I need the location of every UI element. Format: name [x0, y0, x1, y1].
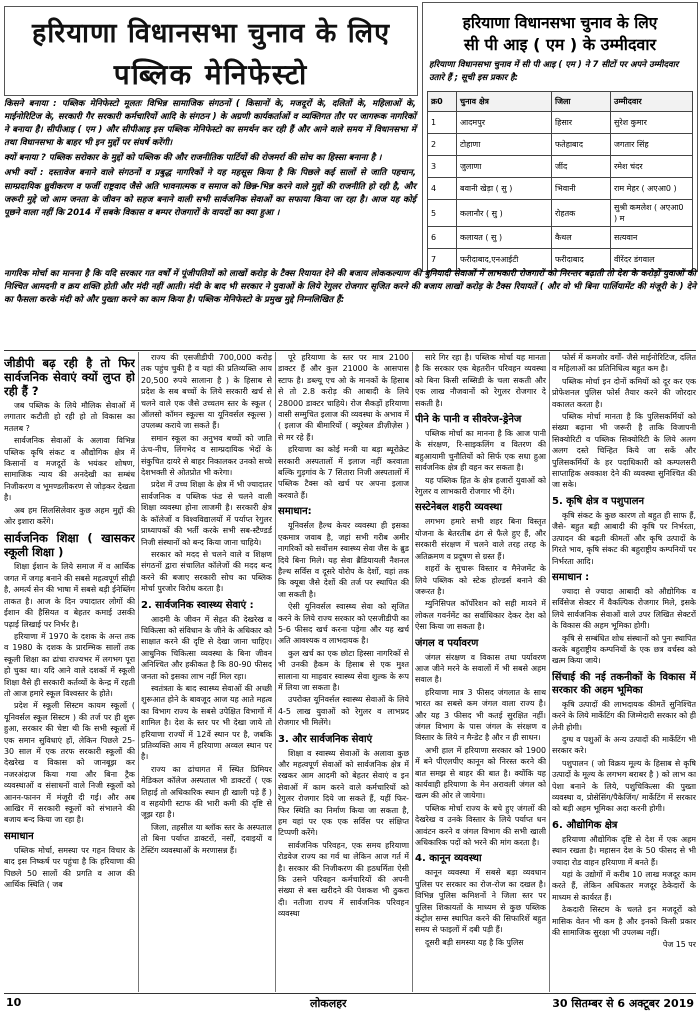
cell-district: हिसार	[552, 112, 611, 134]
paragraph: कुल खर्च का एक छोटा हिस्सा नागरिकों से भी उनकी हैकम के हिसाब से एक मुश्त सालाना या माहवार स्वास्थ्य सेवा शुल्क के रूप में लिया जा सकता है।	[278, 648, 409, 692]
header-constituency: चुनाव क्षेत्र	[457, 92, 552, 112]
paragraph: जंगल संरक्षण व विकास तथा पर्यावरण आज जीने मरने के सवालों में भी सबसे अहम सवाल है।	[415, 652, 546, 685]
intro-who-made: किसने बनाया : पब्लिक मेनिफेस्टो मूलतः विभिन्न सामाजिक संगठनों ( किसानों के, मजदूरों के, दलितों के, महिलाओं के, माईनोरिटिज के, सरकारी गैर सरकारी कर्मचारियों आदि के संगठन ) के अग्रणी कार्यकर्ताओं व व्यक्तिगत तौर पर जागरूक नागरिकों ने बनाया है। सीपीआइ ( एम ) और सीपीआइ इस पब्लिक मेनिफेस्टो का समर्थन कर रही हैं और आने वाले समय में विधानसभा में तथा विधानसभा के बाहर भी इन मुद्दों पर संघर्ष करेंगी।	[4, 99, 416, 149]
paragraph: पब्लिक मोर्चा इन दोनों कमियों को दूर कर एक प्रोफेशनल पुलिस फोर्स तैयार करने की जोरदार वकालत करता है।	[552, 376, 696, 409]
cell-serial: 4	[428, 178, 457, 200]
paragraph: उपरोक्त यूनिवर्सल स्वास्थ्य सेवाओं के लिये 4-5 लाख युवाओं को रेगुलर व लाभप्रद रोजगार भी मिलेंगे।	[278, 695, 409, 728]
cell-constituency: बवानी खेड़ा ( सु )	[457, 178, 552, 200]
paragraph: राज्य का ढांचागत में स्थित प्रिमियर मेडिकल कॉलेज अस्पताल भी डाक्टरों ( एक तिहाई तो अधिकारिक स्थान ही खाली पड़े हैं ) व सहयोगी स्टाफ की भारी कमी की दृष्टि से जूझ रहा है।	[141, 764, 272, 820]
intro-summary-paragraph: नागरिक मोर्चा का मानना है कि यदि सरकार गत वर्षों में पूंजीपतियों को लाखों करोड़ के टैक्स रियायत देने की बजाय लोककल्याण की बुनियादी सेवाओं में लाभकारी रोजगारों को निरन्तर बढ़ाती तो देश के करोड़ों युवाओं की निश्चित आमदनी व क्रय शक्ति होती और मंदी नहीं आती। मंदी के बाद भी सरकार ने युवाओं के लिये रेगुलर रोजगार सृजित करने की बजाय लाखों करोड़ के टैक्स रियायतें ( और वो भी बिना पार्लियामेंट की मंजूरी के ) देने का फैसला करके मंदी को और पुख्ता करने का काम किया है। पब्लिक मेनिफेस्टो के प्रमुख मुद्दे निम्नलिखित हैं:	[4, 269, 696, 306]
paragraph: यूनिवर्सल हैल्थ केयर व्यवस्था ही इसका एकमात्र जवाब है, जहां सभी गरीब अमीर नागरिकों को सर्वोत्तम स्वास्थ्य सेवा जैस के ब्रुड दिये बिना मिले। यह सेवा ब्रैडियायली नैशनल हैल्थ सर्विस व दूसरे योरोप के देशों, यहां तक कि क्यूबा जैसे देशों की तर्ज पर स्थापित की जा सकती है।	[278, 521, 409, 599]
paragraph: जिला, तहसील या ब्लॉक स्तर के अस्पताल तो बिना पर्याप्त डाक्टरों, नर्सों, दवाइयों व टेस्टिंग व्यवस्थाओं के मरणासन्न हैं।	[141, 822, 272, 855]
candidates-title-line-1: हरियाणा विधानसभा चुनाव के लिए	[462, 14, 658, 32]
intro-text	[4, 98, 416, 222]
cell-constituency: जुलाणा	[457, 156, 552, 178]
paragraph: म्युनिसिपल कॉर्पोरेशन को सही मायने में लोकल गवर्नमेंट का सर्वाधिकार देकर देश को ऐसा किया जा सकता है।	[415, 599, 546, 632]
paragraph: हरियाणा में 1970 के दशक के अन्त तक व 1980 के दशक के प्रारम्भिक सालों तक स्कूली शिक्षा का ढांचा राज्यभर में लगभग पूरा हो चुका था। यदि आने वाले दशकों में स्कूली शिक्षा वैसे ही सरकारी कर्तव्यों के केन्द्र में रहती तो आज हमारे स्कूल विश्वस्तर के होते।	[4, 631, 135, 698]
cell-constituency: आदमपुर	[457, 112, 552, 134]
cell-serial: 1	[428, 112, 457, 134]
paragraph: समान स्कूल का अनुभव बच्चों को जाति ऊंच-नीच, लिंगभेद व साम्प्रदायिक भेदों के संकुचित दायरे से बाहर निकालकर उनको सच्चे देशभक्ती से ओतप्रोत भी करेगा।	[141, 433, 272, 478]
candidates-header-row	[428, 92, 693, 112]
candidates-table	[427, 91, 693, 271]
paragraph: सारे गिर रहा है। पब्लिक मोर्चा यह मानता है कि सरकार एक बेहतरीन परिवहन व्यवस्था को बिना किसी सब्सिडी के चला सकती और एक लाख नौजवानों को रेगुलर रोजगार दे सकती है।	[415, 353, 546, 408]
candidates-box	[422, 2, 698, 272]
cell-serial: 6	[428, 227, 457, 249]
table-row	[428, 227, 693, 249]
article-column-4	[415, 352, 546, 992]
continued-note: पेज 15 पर	[662, 940, 696, 950]
section-heading: समाधान:	[278, 506, 312, 518]
paragraph: प्रदेश में उच्च शिक्षा के क्षेत्र में भी ज्यादातर सार्वजनिक व पब्लिक फंड से चलने वाली शिक्षा व्यवस्था होना लाजमी है। सरकारी क्षेत्र के कॉलेजों व विश्वविद्यालयों में पर्याप्त रेगुलर प्राध्यापकों की भर्ती करके सभी सब-स्टैण्डर्ड निजी संस्थानों को बन्द किया जाना चाहिये।	[141, 480, 272, 547]
cell-candidate: सत्यवान	[611, 227, 693, 249]
paragraph: ज्यादा से ज्यादा आबादी को औद्योगिक व सर्विसेज सेक्टर में वैकल्पिक रोजगार मिले, इसके लिये सार्वजनिक सेवाओं वाले उपर लिखित सेक्टरों के विकास की अहम भूमिका होगी।	[552, 586, 696, 631]
paragraph: हरियाणा मात्र 3 फीसद जंगलात के साथ भारत का सबसे कम जंगल वाला राज्य है। और यह 3 फीसद भी कतई सुरक्षित नहीं। जंगल विभाग के पास जंगल के संरक्षण व विस्तार के लिये न मैन्डेट है और न ही साधन।	[415, 687, 546, 743]
candidates-note: हरियाणा विधानसभा चुनाव में सी पी आइ ( एम ) ने 7 सीटों पर अपने उम्मीदवार उतारे हैं ; सूची इस प्रकार है:	[429, 60, 679, 83]
table-row	[428, 134, 693, 156]
table-row	[428, 156, 693, 178]
table-row	[428, 178, 693, 200]
paragraph: राज्य की एसजीडीपी 700,000 करोड़ तक पहुंच चुकी है व यहां की प्रतिव्यक्ति आय 20,500 रुपये सालाना है ) के हिसाब से प्रदेश के सब बच्चों के लिये सरकारी खर्च से चलने वाले एक जैसे उच्चतम स्तर के स्कूल ( ऑलसो कॉमन स्कूल्स या यूनिवर्सल स्कूल्स ) उपलब्ध कराये जा सकते हैं।	[141, 353, 272, 431]
paragraph: शिक्षा व स्वास्थ्य सेवाओं के अलावा कुछ और महत्वपूर्ण सेवाओं को सार्वजनिक क्षेत्र में रखकर आम आदमी को बेहतर सेवाएं व इन सेवाओं में काम करने वाले कर्मचारियों को रेगुलर रोजगार दिये जा सकते हैं, यहीं फिर-फिर स्थिति का निर्माण किया जा सकता है, हम यहां पर एक एक सर्विस पर संक्षिप्त टिप्पणी करेंगे।	[278, 748, 409, 838]
issue-date: 30 सितम्बर से 6 अक्टूबर 2019	[552, 997, 694, 1010]
paragraph: सार्वजनिक सेवाओं के अलावा विभिन्न पब्लिक कृषि संकट व औद्योगिक क्षेत्र में किसानों व मजदूरों के भयंकर शोषण, सामाजिक न्याय की अनदेखी का सम्बंध निजीकरण व भूमण्डलीकरण से जोड़कर देखता है।	[4, 436, 135, 503]
cell-serial: 7	[428, 249, 457, 271]
cell-district: फतेहाबाद	[552, 134, 611, 156]
paragraph: हरियाणा औद्योगिक दृष्टि से देश में एक अहम स्थान रखता है। महासन देश के 50 फीसद से भी ज्यादा रोड वाहन हरियाणा में बनते हैं।	[552, 834, 696, 867]
section-heading: 4. कानून व्यवस्था	[415, 853, 482, 865]
section-divider	[4, 350, 696, 351]
paragraph: अभी हाल में हरियाणा सरकार को 1900 में बने पीएलपीए कानून को निरस्त करने की बात समझ से बाहर की बात है। क्योंकि यह कार्यवाही हरियाणा के मेन अरावली जंगल को खत्म की ओर ले जायेगा।	[415, 745, 546, 801]
paragraph: पब्लिक मोर्चा राज्य के बचे हुए जंगलों की देखरेख व उनके विस्तार के लिये पर्याप्त धन आवंटन करने व जंगल विभाग की सभी खाली अधिकारिक पदों को भरने की मांग करता है।	[415, 803, 546, 848]
cell-constituency: टोहाणा	[457, 134, 552, 156]
cell-constituency: कलायत ( सु )	[457, 227, 552, 249]
cell-candidate: राम मेहर ( अएआ0 )	[611, 178, 693, 200]
paragraph: प्रदेश में स्कूली सिस्टम कायम स्कूलों ( यूनिवर्सल स्कूल सिस्टम ) की तर्ज पर ही शुरू हुआ, सरकार की चेष्टा थी कि सभी स्कूलों में एक समान सुविधाएं हों, लेकिन पिछले 25-30 साल में एक तरफ सरकारी स्कूलों की देखरेख व विकास को जानबूझ कर नजरअंदाज किया गया और बिना ट्रैक व्यवस्थाओं व संसाधनों वाले निजी स्कूलों को आनन-फानन में मंजूरी दी गई। और अब आखिर में सरकारी स्कूलों को संभालने की बजाय बन्द किया जा रहा है।	[4, 701, 135, 825]
section-heading: जंगल व पर्यावरण	[415, 637, 479, 649]
paragraph: सार्वजनिक परिवहन, एक समय हरियाणा रोडवेज राज्य का गर्व था लेकिन आज गर्त में है। सरकार की निजीकरण की हठधर्मिता ऐसी कि उसने परिवहन कर्मचारियों की अपनी संख्या से बस खरीदने की पेशकश भी ठुकरा दी। नतीजा राज्य में सार्वजनिक परिवहन व्यवस्था	[278, 840, 409, 919]
article-column-3	[278, 352, 409, 992]
intro-summary	[4, 268, 696, 307]
header-serial: क्र0	[428, 92, 457, 112]
section-heading: सस्टेनेबल शहरी व्यवस्था	[415, 502, 502, 514]
section-heading: 2. सार्वजनिक स्वास्थ्य सेवाएं :	[141, 599, 254, 611]
paragraph: यहां के उद्योगों में करीब 10 लाख मजदूर काम करते हैं, लेकिन अधिकतर मजदूर ठेकेदारों के माध्यम से कार्यरत हैं।	[552, 870, 696, 902]
cell-serial: 2	[428, 134, 457, 156]
table-row	[428, 112, 693, 134]
intro-why-now: अभी क्यों : दस्तावेज बनाने वाले संगठनों व प्रबुद्ध नागरिकों ने यह महसूस किया है कि पिछले कई सालों से जाति पहचान, साम्प्रदायिक ध्रुवीकरण व फर्जी राष्ट्रवाद जैसे अति भावनात्मक व समाज को छिन्न-भिन्न करने वाले मुद्दों की राजनीति हो रही है, और जरूरी मुद्दे जो आम जनता के जीवन को सहज बनाने वाली सभी सार्वजनिक सेवाओं का सफाया किया जा रहा है। आज यह कोई पूछने वाला नहीं कि 2014 में सबके विकास व बम्पर रोजगारों के वायदों का क्या हुआ ।	[4, 168, 416, 218]
paragraph: ऐसी यूनिवर्सल स्वास्थ्य सेवा को सृजित करने के लिये राज्य सरकार को एसजीडीपी का 5-6 फीसद खर्च करना पड़ेगा और यह खर्च अति आवश्यक व लाभदायक है।	[278, 602, 409, 646]
section-heading: सार्वजनिक शिक्षा ( खासकर स्कूली शिक्षा )	[4, 531, 135, 560]
paragraph: पब्लिक मोर्चा मानता है कि पुलिसकर्मियों को संख्या बढ़ाना भी जरूरी है ताकि विजापनी सिक्योरिटी व पब्लिक सिक्योरिटी के लिये अलग अलग दस्ते चिन्हित किये जा सकें और पुलिसकर्मियों के हर पदाधिकारी को कम्पलसरी साप्ताहिक अवकाश देने की व्यवस्था सुनिश्चित की जा सके।	[552, 412, 696, 490]
paragraph: कानून व्यवस्था में सबसे बड़ा व्यवधान पुलिस पर सरकार का रोज-रोज का दखल है। विभिन्न पुलिस कमिशनों ने जिला स्तर पर पुलिस शिकायतों के माध्यम से कुछ पब्लिक कंट्रोल सम्स स्थापित करने की सिफारिशें बहुत समय से फाइलों में दबी पड़ी हैं।	[415, 868, 546, 935]
paragraph: सरकार को मदद से चलने वाले व शिक्षण संगठनों द्वारा संचालित कॉलेजों की मदद बन्द करने की बजाए सरकारी सोच का पब्लिक मोर्चा पुरजोर विरोध करता है।	[141, 549, 272, 594]
section-heading: सिंचाई की नई तकनीकों के विकास में सरकार की अहम भूमिका	[552, 671, 696, 696]
paragraph: यह पब्लिक हित के क्षेत्र हजारों युवाओं को रेगुलर व लाभकारी रोजगार भी देंगे।	[415, 475, 546, 497]
column-divider	[412, 352, 413, 992]
paragraph: स्वतंत्रता के बाद स्वास्थ्य सेवाओं की अच्छी शुरूआत होने के बावजूद आज यह आते महत्व का विभाग राज्य के सबसे उपेक्षित विभागों में शामिल है। देश के स्तर पर भी देखा जाये तो हरियाणा राज्यों में 12वें स्थान पर है, जबकि प्रतिव्यक्ति आय में हरियाणा अव्वल स्थान पर है।	[141, 683, 272, 762]
paragraph: फोर्स में कमजोर वर्गों- जैसे माईनोरिटिज, दलित व महिलाओं का प्रतिनिधित्व बहुत कम है।	[552, 353, 696, 374]
cell-serial: 3	[428, 156, 457, 178]
cell-serial: 5	[428, 200, 457, 227]
section-heading: समाधान	[4, 830, 34, 842]
paragraph: ठेकदारी सिस्टम के चलते इन मजदूरों को मासिक वेतन भी कम है और इनको किसी प्रकार की सामाजिक सुरक्षा भी उपलब्ध नहीं।	[552, 905, 696, 938]
paragraph: हरियाणा का कोई मन्त्री या बड़ा ब्यूरोक्रेट सरकारी अस्पतालों में इलाज नहीं करवाता बल्कि गुड़गांव के 7 सितारा निजी अस्पतालों में पब्लिक टैक्स को खर्च पर अपना इलाज करवाते हैं।	[278, 445, 409, 500]
cell-district: भिवानी	[552, 178, 611, 200]
paragraph: दुग्ध व पशुओं के अन्य उत्पादों की मार्केटिंग भी सरकार करे।	[552, 734, 696, 756]
table-row	[428, 200, 693, 227]
candidates-title-line-2: सी पी आइ ( एम ) के उम्मीदवार	[463, 35, 657, 54]
cell-district: रोहतक	[552, 200, 611, 227]
page-number: 10	[6, 996, 22, 1009]
header-district: जिला	[552, 92, 611, 112]
paragraph: कृषि से सम्बंधित शोध संस्थानों को पुनः स्थापित करके बहुराष्ट्रीय कम्पनियों के एक छत्र वर्चस्व को खत्म किया जाये।	[552, 633, 696, 666]
paragraph: लगभग हमारे सभी शहर बिना विस्तृत योजना के बेतरतीब ढंग से फैले हुए हैं, और सरकारी संरक्षण में चलने वाले तरह तरह के अतिक्रमण व प्रदूषण से ग्रस्त हैं।	[415, 517, 546, 561]
paragraph: अब हम सिलसिलेवार कुछ अहम मुद्दों की ओर इशारा करेंगे।	[4, 505, 135, 527]
section-heading: पीने के पानी व सीवरेज-ड्रेनेज	[415, 414, 522, 426]
headline-line-2: पब्लिक मेनिफेस्टो	[113, 58, 309, 91]
paragraph: पूरे हरियाणा के स्तर पर मात्र 2100 डाक्टर हैं और कुल 21000 के आसपास स्टाफ है। डब्ल्यू एच ओ के मानकों के हिसाब से तो 2.8 करोड़ की आबादी के लिये 28000 डाक्टर चाहिये। रोज सैकड़ों हरियाणा वासी सम्मुचित इलाज की व्यवस्था के अभाव में ( इलाज की बीमारियों ( क्यूरेबल डीज़ीज़ेस ) से मर रहे हैं।	[278, 353, 409, 442]
paragraph: पब्लिक मोर्चा का मानना है कि आज पानी के संरक्षण, रि-साइकलिंग व वितरण की बहुआयामी चुनौतियों को सिर्फ एक सधा हुआ सार्वजनिक क्षेत्र ही वहन कर सकता है।	[415, 429, 546, 473]
column-divider	[138, 352, 139, 992]
cell-candidate: सुश्री कमलेश ( अएआ0 ) म	[611, 200, 693, 227]
paragraph: जब पब्लिक के लिये मौलिक सेवाओं में लगातार कटौती हो रही हो तो विकास का मतलब ?	[4, 401, 135, 433]
section-heading: 3. और सार्वजनिक सेवाएं	[278, 733, 373, 745]
paragraph: पब्लिक मोर्चा, समस्या पर गहन विचार के बाद इस निष्कर्ष पर पहुंचा है कि हरियाणा की पिछले 50 सालों की प्रगति व आज की आर्थिक स्थिति ( जब	[4, 845, 135, 890]
cell-constituency: कलानौर ( सु )	[457, 200, 552, 227]
column-divider	[549, 352, 550, 992]
section-heading: जीडीपी बढ़ रही है तो फिर सार्वजनिक सेवाएं क्यों लुप्त हो रही हैं ?	[4, 356, 135, 398]
paragraph: आदमी के जीवन में सेहत की देखरेख व चिकित्सा को संविधान के जीने के अधिकार को साक्षात करने की दृष्टि से देखा जाना चाहिए। आधुनिक चिकित्सा व्यवस्था के बिना जीवन अनिश्चित और हकीकत है कि 80-90 फीसद जनता को इसका लाभ नहीं मिल रहा।	[141, 614, 272, 681]
paragraph: कृषि उत्पादों की लाभदायक कीमतें सुनिश्चित करने के लिये मार्केटिंग की जिम्मेदारी सरकार को ही लेनी होगी।	[552, 699, 696, 732]
cell-candidate: वीरेंदर डंगवाल	[611, 249, 693, 271]
article-column-2	[141, 352, 272, 992]
paragraph: पशुपालन ( जो विक्रय मूल्य के हिसाब से कृषि उत्पादों के मूल्य के लगभग बराबर है ) को लाभ का पेशा बनाने के लिये, पशुचिकित्सा की पुख्ता व्यवस्था व, प्रोसेसिंग/पैकेजिंग/ मार्केटिंग में सरकार को बड़ी अहम भूमिका अदा करनी होगी।	[552, 758, 696, 814]
paragraph: शिक्षा ईशान के लिये समाज में व आर्थिक जगत में जगह बनाने की सबसे महत्वपूर्ण सीढ़ी है, अमर्त्य सेन की भाषा में सबसे बड़ी ईनेब्लिंग ताकत है। आज के दिन ज्यादातर लोगों की ईशान की हैसियत व बेहतर कमाई उसकी पढ़ाई लिखाई पर निर्भर है।	[4, 562, 135, 629]
cell-constituency: फरीदाबाद,एनआईटी	[457, 249, 552, 271]
column-divider	[275, 352, 276, 992]
cell-district: कैथल	[552, 227, 611, 249]
cell-district: फरीदाबाद	[552, 249, 611, 271]
section-heading: 5. कृषि क्षेत्र व पशुपालन	[552, 495, 645, 507]
headline-line-1: हरियाणा विधानसभा चुनाव के लिए	[31, 18, 391, 49]
newspaper-name: लोकलहर	[310, 997, 347, 1010]
section-heading: 6. औद्योगिक क्षेत्र	[552, 819, 618, 831]
footer-divider	[4, 993, 696, 994]
section-heading: समाधान :	[552, 571, 590, 583]
cell-candidate: रमेश चंदर	[611, 156, 693, 178]
header-candidate: उम्मीदवार	[611, 92, 693, 112]
paragraph: कृषि संकट के कुछ कारण तो बहुत ही साफ हैं, जैसे- बहुत बड़ी आबादी की कृषि पर निर्भरता, उत्पादन की बढ़ती कीमतों और कृषि उत्पादों के गिरते भाव, कृषि संकट की बहुराष्ट्रीय कम्पनियों पर निर्भरता आदि।	[552, 510, 696, 566]
article-column-1	[4, 352, 135, 992]
cell-candidate: सुरेश कुमार	[611, 112, 693, 134]
intro-why-made: क्यों बनाया ? पब्लिक सरोकार के मुद्दों को पब्लिक की और राजनीतिक पार्टियों की रोजमर्रा की सोच का हिस्सा बनाना है ।	[4, 153, 382, 164]
article-column-5	[552, 352, 696, 992]
cell-candidate: जगतार सिंह	[611, 134, 693, 156]
cell-district: जींद	[552, 156, 611, 178]
headline-box	[4, 6, 418, 96]
paragraph: दूसरी बड़ी समस्या यह है कि पुलिस	[425, 937, 524, 947]
paragraph: शहरों के सुचारू विस्तार व मैनेजमेंट के लिये पब्लिक को स्टेक होल्डर्स बनाने की जरूरत है।	[415, 564, 546, 596]
